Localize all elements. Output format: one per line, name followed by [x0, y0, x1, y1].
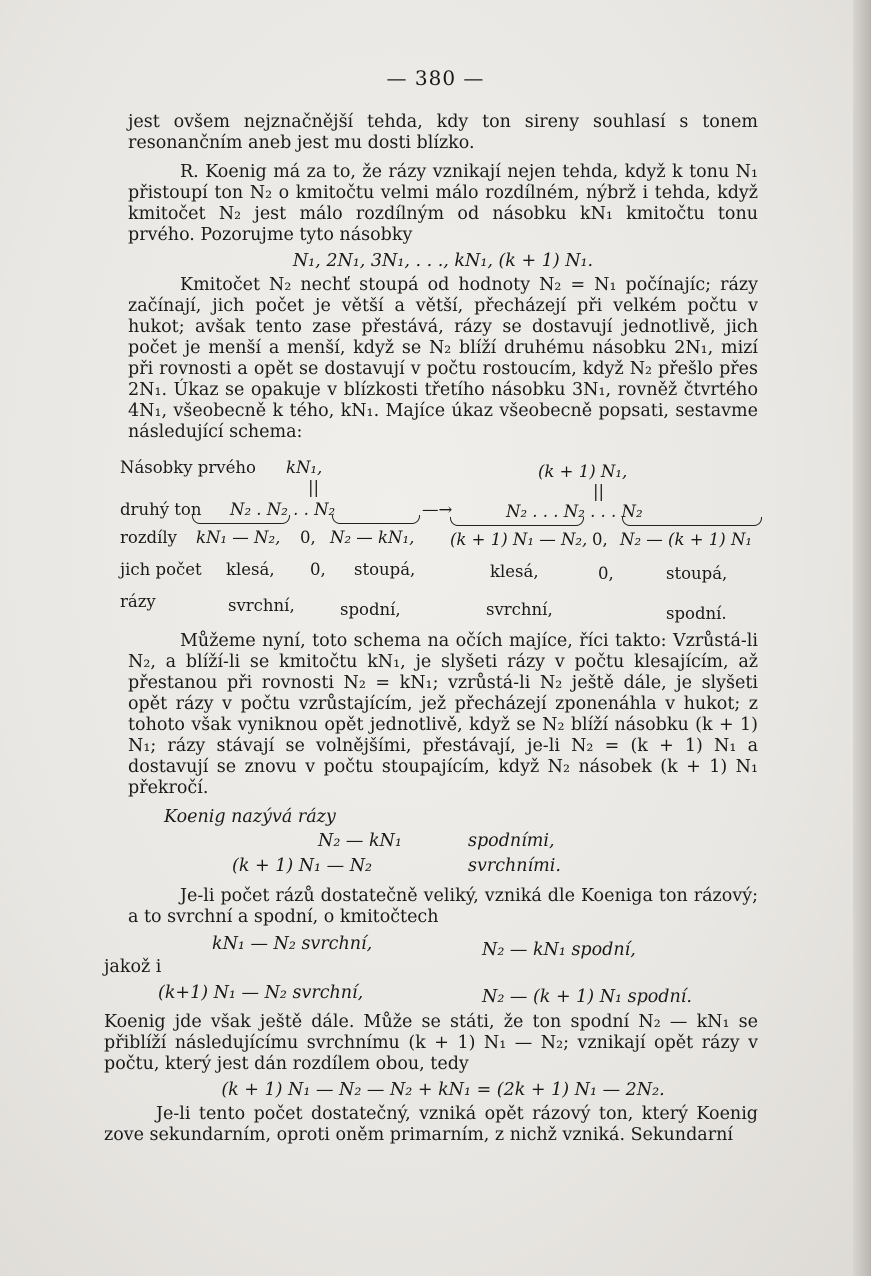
final-formula: (k + 1) N₁ — N₂ — N₂ + kN₁ = (2k + 1) N₁ — 2N₂. — [221, 1080, 665, 1100]
schema-row2-a: N₂ . N₂ . . N₂ — [230, 500, 336, 519]
schema-table — [120, 457, 758, 631]
definition-row-2 — [128, 853, 758, 878]
schema-equals-right: || — [593, 482, 605, 501]
tones-line2-right: N₂ — (k + 1) N₁ spodní. — [482, 987, 692, 1007]
schema-row4-v4: klesá, — [490, 562, 539, 581]
paragraph-7: Je-li tento počet dostatečný, vzniká opět rázový ton, který Koenig zove sekundarním, oproti oněm primarním, z nichž vzniká. Sekundarní — [104, 1104, 758, 1145]
paragraph-1: jest ovšem nejznačnější tehda, kdy ton sireny souhlasí s tonem resonančním aneb jest mu dosti blízko. — [128, 112, 758, 153]
schema-row2-b: N₂ . . . N₂ . . . N₂ — [506, 502, 643, 521]
tones-row-1 — [128, 934, 758, 959]
schema-row1-left: kN₁, — [286, 458, 323, 477]
definition-1-name: spodními, — [468, 831, 555, 851]
schema-row3-label: rozdíly — [120, 528, 177, 547]
schema-row1-label: Násobky prvého — [120, 458, 256, 477]
schema-brace-3 — [450, 517, 584, 526]
schema-row3-v4: (k + 1) N₁ — N₂, — [450, 530, 588, 549]
schema-row5-v4: spodní. — [666, 604, 727, 623]
schema-row3-v6: N₂ — (k + 1) N₁ — [620, 530, 753, 549]
page-number: — 380 — — [386, 66, 485, 90]
paragraph-5: Je-li počet rázů dostatečně veliký, vzniká dle Koeniga ton rázový; a to svrchní a spodní, o kmitočtech — [128, 886, 758, 927]
tones-line2-left: (k+1) N₁ — N₂ svrchní, — [158, 983, 364, 1003]
schema-row5-label: rázy — [120, 592, 156, 611]
tones-line1-right: N₂ — kN₁ spodní, — [482, 940, 636, 960]
page-gutter-shadow — [853, 0, 871, 1276]
schema-row3-v1: kN₁ — N₂, — [196, 528, 281, 547]
schema-row2-arrow: —→ — [422, 500, 453, 519]
definition-1-expr: N₂ — kN₁ — [318, 831, 402, 851]
paragraph-4: Můžeme nyní, toto schema na očích majíce, říci takto: Vzrůstá-li N₂, a blíží-li se kmitočtu kN₁, je slyšeti rázy v počtu klesajícím, až přestanou při rovnosti N₂ = kN₁; vzrůstá-li N₂ ještě dále, je slyšeti opět rázy v počtu vzrůstajícím, jež přecházejí zponenáhla v hukot; z tohoto však vyniknou opět jednotlivě, když se N₂ blíží násobku (k + 1) N₁; rázy stávají se volnějšími, přestávají, je-li N₂ = (k + 1) N₁ a dostavují se znovu v počtu stoupajícím, když N₂ násobek (k + 1) N₁ překročí. — [128, 631, 758, 798]
schema-row4-v6: stoupá, — [666, 564, 728, 583]
schema-row3-v5: 0, — [592, 530, 608, 549]
schema-brace-4 — [622, 517, 762, 526]
schema-row4-label: jich počet — [120, 560, 202, 579]
tones-joiner: jakož i — [104, 957, 162, 977]
tones-line1-left: kN₁ — N₂ svrchní, — [212, 934, 373, 954]
schema-equals-left: || — [308, 478, 320, 497]
schema-brace-2 — [332, 515, 420, 524]
schema-row5-v1: svrchní, — [228, 596, 295, 615]
paragraph-3: Kmitočet N₂ nechť stoupá od hodnoty N₂ = N₁ počínajíc; rázy začínají, jich počet je větší a větší, přecházejí při velkém počtu v hukot; avšak tento zase přestává, rázy se dostavují jednotlivě, jich počet je menší a menší, když se N₂ blíží druhému násobku 2N₁, mizí při rovnosti a opět se dostavují v počtu rostoucím, když N₂ přešlo přes 2N₁. Úkaz se opakuje v blízkosti třetího násobku 3N₁, rovněž čtvrtého 4N₁, všeobecně k tého, kN₁. Majíce úkaz všeobecně popsati, sestavme následující schema: — [128, 275, 758, 442]
definition-2-name: svrchními. — [468, 856, 561, 876]
schema-row2-label: druhý ton — [120, 500, 202, 519]
definition-row-1 — [128, 828, 758, 853]
multiples-formula: N₁, 2N₁, 3N₁, . . ., kN₁, (k + 1) N₁. — [292, 251, 594, 271]
schema-row4-v3: stoupá, — [354, 560, 416, 579]
paragraph-2: R. Koenig má za to, že rázy vznikají nejen tehda, když k tonu N₁ přistoupí ton N₂ o kmitočtu velmi málo rozdílném, nýbrž i tehda, když kmitočet N₂ jest málo rozdílným od násobku kN₁ kmitočtu tonu prvého. Pozorujme tyto násobky — [128, 162, 758, 245]
schema-row4-v2: 0, — [310, 560, 326, 579]
schema-brace-1 — [192, 515, 290, 524]
schema-row3-v3: N₂ — kN₁, — [330, 528, 415, 547]
tones-joiner-row — [104, 957, 758, 979]
definition-2-expr: (k + 1) N₁ — N₂ — [232, 856, 373, 876]
tones-row-2 — [128, 979, 758, 1007]
koenig-intro: Koenig nazývá rázy — [164, 807, 336, 827]
paragraph-6: Koenig jde však ještě dále. Může se státi, že ton spodní N₂ — kN₁ se přiblíží následujícímu svrchnímu (k + 1) N₁ — N₂; vznikají opět rázy v počtu, který jest dán rozdílem obou, tedy — [104, 1012, 758, 1074]
schema-row3-v2: 0, — [300, 528, 316, 547]
schema-row5-v3: svrchní, — [486, 600, 553, 619]
schema-row4-v5: 0, — [598, 564, 614, 583]
schema-row4-v1: klesá, — [226, 560, 275, 579]
page-body — [104, 112, 758, 1146]
schema-row5-v2: spodní, — [340, 600, 401, 619]
schema-row1-right: (k + 1) N₁, — [538, 462, 628, 481]
